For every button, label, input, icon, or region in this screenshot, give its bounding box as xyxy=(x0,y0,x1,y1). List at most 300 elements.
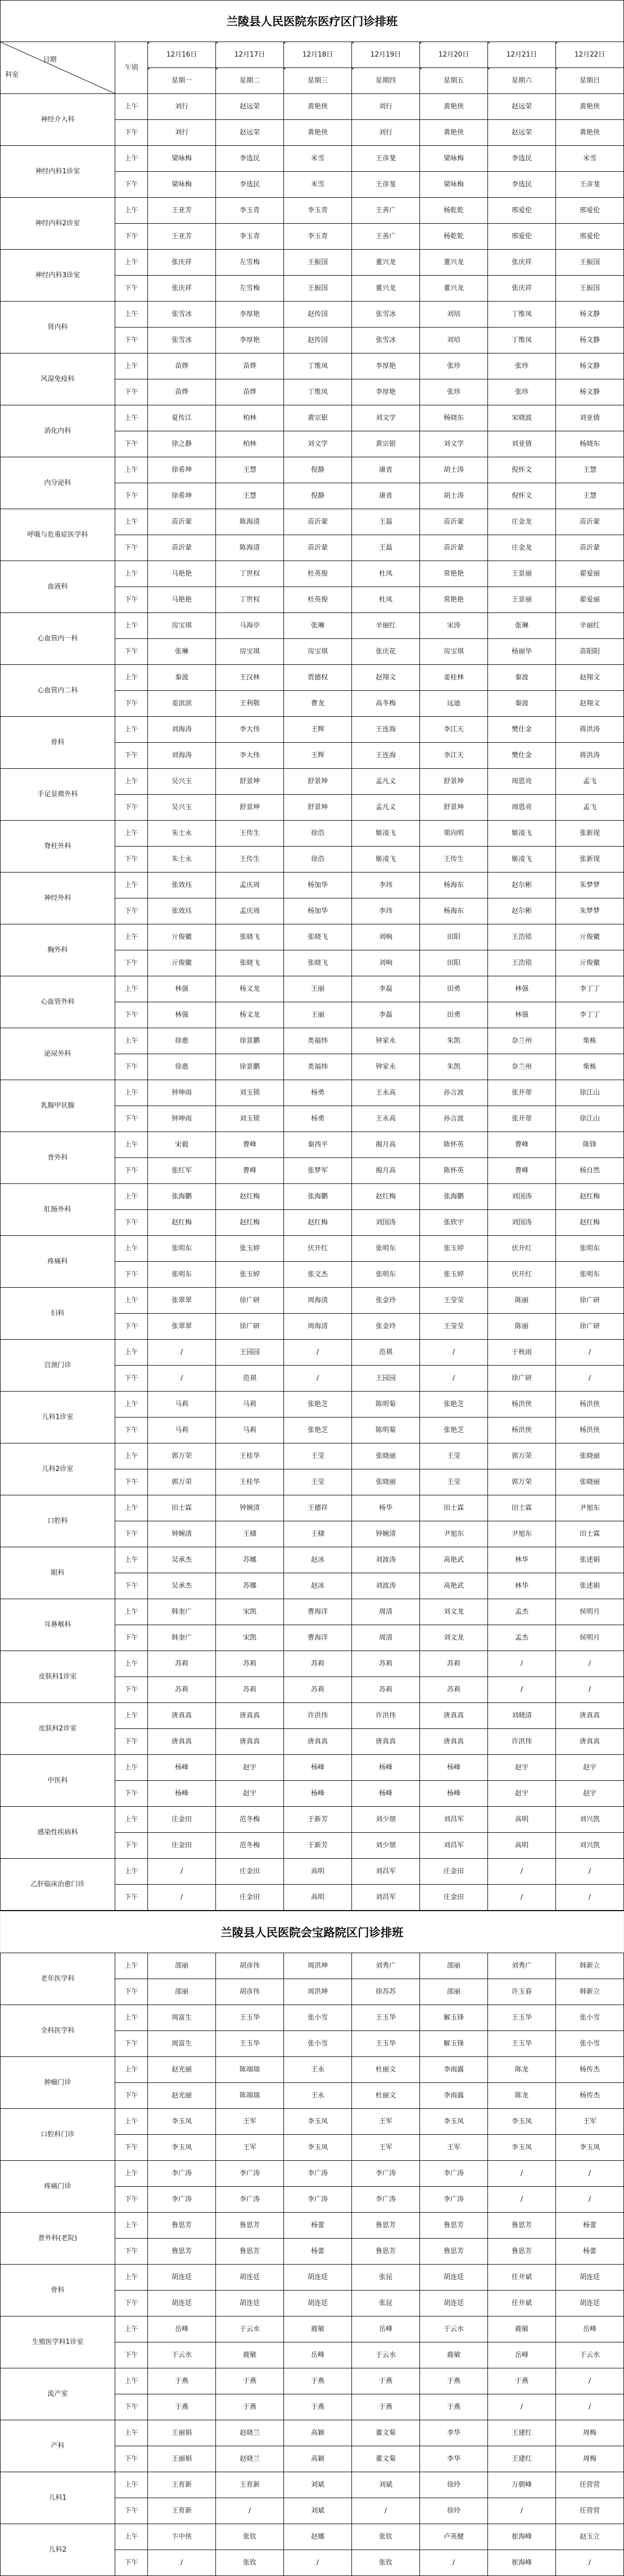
doctor-cell: 秦波 xyxy=(488,691,556,717)
doctor-cell: 张小雪 xyxy=(284,2005,352,2031)
doctor-cell: 李丁丁 xyxy=(556,1002,624,1028)
doctor-cell: 杨晓东 xyxy=(420,405,488,431)
half-day-pm: 下午 xyxy=(115,2187,148,2213)
doctor-cell: 苏莉 xyxy=(284,1677,352,1703)
doctor-cell: 房宝琪 xyxy=(284,639,352,665)
doctor-cell: 揭月高 xyxy=(352,1132,420,1158)
half-day-pm: 下午 xyxy=(115,1418,148,1443)
doctor-cell: 王德祥 xyxy=(284,1495,352,1521)
doctor-cell: 张雪冰 xyxy=(352,302,420,328)
doctor-cell: 杨峰 xyxy=(148,1781,216,1807)
doctor-cell: 刘昌军 xyxy=(420,1833,488,1859)
error-indicator-icon xyxy=(556,42,558,44)
doctor-cell: 伏开红 xyxy=(284,1236,352,1262)
doctor-cell: 苗沂蒙 xyxy=(556,535,624,561)
doctor-cell: 王景丽 xyxy=(488,561,556,587)
doctor-cell: 王彦斐 xyxy=(352,172,420,198)
doctor-cell: 苏莉 xyxy=(284,1651,352,1677)
half-day-pm: 下午 xyxy=(115,120,148,146)
department-name: 神经内科3诊室 xyxy=(1,250,115,302)
doctor-cell: 赵光丽 xyxy=(148,2057,216,2083)
doctor-cell: 徐景鹏 xyxy=(216,1028,284,1054)
doctor-cell: 王棣 xyxy=(216,1521,284,1547)
department-name: 儿科2诊室 xyxy=(1,1443,115,1495)
doctor-cell: 杨华 xyxy=(352,1495,420,1521)
doctor-cell: 张庆祥 xyxy=(148,276,216,302)
doctor-cell: 徐广研 xyxy=(556,1314,624,1340)
doctor-cell: 丁维凤 xyxy=(488,328,556,353)
doctor-cell: / xyxy=(556,1885,624,1911)
department-name: 心血管内一科 xyxy=(1,613,115,665)
doctor-cell: 黄艳侠 xyxy=(556,94,624,120)
header-date-cell xyxy=(556,42,624,68)
department-name: 流产室 xyxy=(1,2368,115,2420)
doctor-cell: 田士霖 xyxy=(488,1495,556,1521)
doctor-cell: 周海清 xyxy=(284,1288,352,1314)
table-row xyxy=(1,509,624,535)
department-name: 乳腺甲状腺 xyxy=(1,1080,115,1132)
doctor-cell: 黄艳侠 xyxy=(420,94,488,120)
doctor-cell: 鲁思芳 xyxy=(488,2213,556,2239)
doctor-cell: 李大伟 xyxy=(216,717,284,743)
doctor-cell: 张明东 xyxy=(148,1262,216,1288)
doctor-cell: 张小雪 xyxy=(556,2031,624,2057)
doctor-cell: 许洪伟 xyxy=(284,1703,352,1729)
doctor-cell: 唐真真 xyxy=(148,1729,216,1755)
doctor-cell: 常艳艳 xyxy=(420,561,488,587)
doctor-cell: 王莹 xyxy=(420,1443,488,1469)
doctor-cell: 张钦 xyxy=(216,2524,284,2550)
doctor-cell: 赵红梅 xyxy=(216,1210,284,1236)
doctor-cell: 曹龙 xyxy=(284,691,352,717)
table-row xyxy=(1,94,624,120)
doctor-cell: 李玮 xyxy=(352,873,420,898)
doctor-cell: / xyxy=(148,2550,216,2576)
doctor-cell: 杨文龙 xyxy=(216,1002,284,1028)
doctor-cell: 刘文学 xyxy=(284,431,352,457)
doctor-cell: 胡士涛 xyxy=(420,483,488,509)
doctor-cell: 赵玉立 xyxy=(556,2524,624,2550)
half-day-pm: 下午 xyxy=(115,276,148,302)
half-day-am: 上午 xyxy=(115,2213,148,2239)
doctor-cell: 任营营 xyxy=(556,2472,624,2498)
doctor-cell: 左雪梅 xyxy=(216,276,284,302)
half-day-pm: 下午 xyxy=(115,1054,148,1080)
department-name: 骨科 xyxy=(1,2265,115,2316)
table-row xyxy=(1,2316,624,2342)
weekday-text: 星期四 xyxy=(375,77,396,85)
doctor-cell: 于燕 xyxy=(216,2368,284,2394)
doctor-cell: 李玉青 xyxy=(284,198,352,224)
doctor-cell: 苏娜 xyxy=(216,1573,284,1599)
half-day-pm: 下午 xyxy=(115,379,148,405)
half-day-pm: 下午 xyxy=(115,1677,148,1703)
doctor-cell: 张晓飞 xyxy=(284,950,352,976)
doctor-cell: 于云水 xyxy=(216,2316,284,2342)
doctor-cell: 于燕 xyxy=(420,2394,488,2420)
table-row xyxy=(1,2109,624,2135)
department-name: 神经内科1诊室 xyxy=(1,146,115,198)
doctor-cell: 伏开红 xyxy=(488,1236,556,1262)
doctor-cell: 陈端瑞 xyxy=(216,2057,284,2083)
half-day-pm: 下午 xyxy=(115,2446,148,2472)
doctor-cell: 周梅 xyxy=(556,2420,624,2446)
doctor-cell: 孟飞 xyxy=(556,795,624,821)
half-day-am: 上午 xyxy=(115,1651,148,1677)
doctor-cell: 苏娜 xyxy=(216,1547,284,1573)
doctor-cell: 朱梦梦 xyxy=(556,873,624,898)
doctor-cell: 徐广研 xyxy=(216,1314,284,1340)
doctor-cell: 苏莉 xyxy=(216,1677,284,1703)
table-row xyxy=(1,1599,624,1625)
doctor-cell: 张庆祥 xyxy=(488,276,556,302)
doctor-cell: 高明 xyxy=(284,1885,352,1911)
doctor-cell: 范冬梅 xyxy=(216,1833,284,1859)
error-indicator-icon xyxy=(216,68,218,70)
doctor-cell: 李玉青 xyxy=(216,224,284,250)
doctor-cell: 伏开红 xyxy=(488,1262,556,1288)
doctor-cell: 马艳艳 xyxy=(148,587,216,613)
half-day-am: 上午 xyxy=(115,873,148,898)
doctor-cell: 刘昌军 xyxy=(352,1885,420,1911)
doctor-cell: 陈怀英 xyxy=(420,1158,488,1184)
half-day-pm: 下午 xyxy=(115,2291,148,2316)
doctor-cell: 李玉凤 xyxy=(284,2109,352,2135)
doctor-cell: / xyxy=(488,1885,556,1911)
doctor-cell: 林华 xyxy=(488,1573,556,1599)
department-name: 心血管内二科 xyxy=(1,665,115,717)
half-day-am: 上午 xyxy=(115,2161,148,2187)
doctor-cell: 李丁丁 xyxy=(556,976,624,1002)
doctor-cell: 张昆 xyxy=(352,2265,420,2291)
doctor-cell: 曹峰 xyxy=(216,1158,284,1184)
doctor-cell: 梁咏梅 xyxy=(148,172,216,198)
doctor-cell: 刘晓清 xyxy=(488,1703,556,1729)
doctor-cell: 郭万荣 xyxy=(488,1443,556,1469)
doctor-cell: 苗沂蒙 xyxy=(420,535,488,561)
doctor-cell: 张晓飞 xyxy=(216,950,284,976)
half-day-am: 上午 xyxy=(115,2316,148,2342)
table-row xyxy=(1,1953,624,1979)
table-row xyxy=(1,146,624,172)
doctor-cell: 郭万荣 xyxy=(488,1469,556,1495)
doctor-cell: 苏莉 xyxy=(148,1677,216,1703)
doctor-cell: 舒景坤 xyxy=(420,795,488,821)
doctor-cell: 卢英健 xyxy=(420,2524,488,2550)
doctor-cell: 周洪坤 xyxy=(284,1979,352,2005)
doctor-cell: 黄艳侠 xyxy=(284,120,352,146)
schedule-table-east xyxy=(0,42,624,1911)
doctor-cell: 范冬梅 xyxy=(216,1807,284,1833)
table-row xyxy=(1,1859,624,1885)
half-day-am: 上午 xyxy=(115,302,148,328)
doctor-cell: 王彦斐 xyxy=(352,146,420,172)
doctor-cell: 刘海涛 xyxy=(148,717,216,743)
department-name: 呼吸与危重症医学科 xyxy=(1,509,115,561)
doctor-cell: 杨蕾 xyxy=(556,2213,624,2239)
doctor-cell: 张翠翠 xyxy=(148,1314,216,1340)
doctor-cell: 杨文静 xyxy=(556,353,624,379)
doctor-cell: 类福炜 xyxy=(284,1054,352,1080)
department-name: 产科 xyxy=(1,2420,115,2472)
doctor-cell: 张庆祥 xyxy=(148,250,216,276)
department-name: 耳鼻喉科 xyxy=(1,1599,115,1651)
doctor-cell: 杨乾乾 xyxy=(420,198,488,224)
doctor-cell: 林华 xyxy=(488,1547,556,1573)
doctor-cell: 黄宗银 xyxy=(352,431,420,457)
doctor-cell: 胡连廷 xyxy=(556,2265,624,2291)
doctor-cell: 赵远荣 xyxy=(488,94,556,120)
table-row xyxy=(1,1340,624,1366)
doctor-cell: 杨文静 xyxy=(556,302,624,328)
doctor-cell: 张海鹏 xyxy=(148,1184,216,1210)
doctor-cell: 周富生 xyxy=(148,2031,216,2057)
doctor-cell: 于燕 xyxy=(284,2368,352,2394)
doctor-cell: 李玉凤 xyxy=(488,2135,556,2161)
half-day-pm: 下午 xyxy=(115,691,148,717)
doctor-cell: 王浩铭 xyxy=(488,950,556,976)
doctor-cell: 丁维凤 xyxy=(284,379,352,405)
doctor-cell: / xyxy=(556,2394,624,2420)
half-day-pm: 下午 xyxy=(115,847,148,873)
doctor-cell: 张新现 xyxy=(556,821,624,847)
doctor-cell: 孟杰 xyxy=(488,1625,556,1651)
doctor-cell: 于燕 xyxy=(148,2368,216,2394)
doctor-cell: 赵宇 xyxy=(488,1755,556,1781)
doctor-cell: 徐广研 xyxy=(556,1288,624,1314)
department-name: 神经内科2诊室 xyxy=(1,198,115,250)
doctor-cell: 张艳芝 xyxy=(420,1392,488,1418)
doctor-cell: 杨洪侠 xyxy=(556,1392,624,1418)
doctor-cell: 周洪坤 xyxy=(284,1953,352,1979)
doctor-cell: 宋晓波 xyxy=(488,405,556,431)
doctor-cell: 杨峰 xyxy=(420,1781,488,1807)
doctor-cell: 张钦 xyxy=(352,2550,420,2576)
half-day-pm: 下午 xyxy=(115,1521,148,1547)
doctor-cell: 任井斌 xyxy=(488,2291,556,2316)
doctor-cell: 刘兴凯 xyxy=(556,1807,624,1833)
doctor-cell: 岳峰 xyxy=(284,2342,352,2368)
doctor-cell: 朱士永 xyxy=(148,821,216,847)
doctor-cell: 赵传国 xyxy=(284,302,352,328)
doctor-cell: 于云水 xyxy=(556,2342,624,2368)
doctor-cell: 唐真真 xyxy=(352,1729,420,1755)
doctor-cell: 徐广研 xyxy=(216,1288,284,1314)
doctor-cell: 陈丽 xyxy=(488,1314,556,1340)
doctor-cell: 万朝峰 xyxy=(488,2472,556,2498)
doctor-cell: 李广涛 xyxy=(216,2187,284,2213)
half-day-am: 上午 xyxy=(115,1028,148,1054)
half-day-am: 上午 xyxy=(115,769,148,795)
doctor-cell: 马艳艳 xyxy=(148,561,216,587)
doctor-cell: 马莉 xyxy=(216,1418,284,1443)
doctor-cell: 舒景坤 xyxy=(420,769,488,795)
doctor-cell: 王桂华 xyxy=(216,1469,284,1495)
doctor-cell: 岳峰 xyxy=(556,2316,624,2342)
half-day-am: 上午 xyxy=(115,1392,148,1418)
doctor-cell: 吴兴玉 xyxy=(148,795,216,821)
doctor-cell: 姬凌飞 xyxy=(488,847,556,873)
doctor-cell: / xyxy=(488,2161,556,2187)
doctor-cell: 鲁思芳 xyxy=(216,2213,284,2239)
department-name: 疼痛门诊 xyxy=(1,2161,115,2213)
half-day-pm: 下午 xyxy=(115,1885,148,1911)
table-row xyxy=(1,405,624,431)
doctor-cell: 张明东 xyxy=(148,1236,216,1262)
table-row xyxy=(1,198,624,224)
doctor-cell: 刘行 xyxy=(352,120,420,146)
doctor-cell: 王辉 xyxy=(284,717,352,743)
doctor-cell: 蒋洪涛 xyxy=(556,717,624,743)
half-day-pm: 下午 xyxy=(115,2031,148,2057)
doctor-cell: 宋涛 xyxy=(420,613,488,639)
doctor-cell: 杜凤 xyxy=(352,561,420,587)
department-name: 普外科(老院) xyxy=(1,2213,115,2265)
doctor-cell: 郭万荣 xyxy=(148,1443,216,1469)
half-day-am: 上午 xyxy=(115,1443,148,1469)
doctor-cell: 揭月高 xyxy=(352,1158,420,1184)
doctor-cell: 杨蕾 xyxy=(556,2239,624,2265)
half-day-pm: 下午 xyxy=(115,1833,148,1859)
error-indicator-icon xyxy=(216,42,218,44)
doctor-cell: 董兴龙 xyxy=(420,250,488,276)
doctor-cell: 宋凯 xyxy=(216,1625,284,1651)
half-day-am: 上午 xyxy=(115,146,148,172)
doctor-cell: 于燕 xyxy=(488,2368,556,2394)
department-name: 儿科1诊室 xyxy=(1,1392,115,1443)
department-name: 感染性疾病科 xyxy=(1,1807,115,1859)
doctor-cell: 宋毅 xyxy=(148,1132,216,1158)
doctor-cell: 尹旭东 xyxy=(420,1521,488,1547)
header-date-cell xyxy=(148,42,216,68)
half-day-pm: 下午 xyxy=(115,1314,148,1340)
half-day-pm: 下午 xyxy=(115,2394,148,2420)
doctor-cell: 马莉 xyxy=(148,1392,216,1418)
doctor-cell: 刘昌军 xyxy=(420,1807,488,1833)
half-day-pm: 下午 xyxy=(115,2239,148,2265)
doctor-cell: 鹿敏 xyxy=(420,2342,488,2368)
doctor-cell: 高明 xyxy=(488,1807,556,1833)
doctor-cell: 孙言波 xyxy=(420,1080,488,1106)
doctor-cell: 杨峰 xyxy=(420,1755,488,1781)
doctor-cell: 庄金龙 xyxy=(488,509,556,535)
doctor-cell: 曹峰 xyxy=(488,1158,556,1184)
doctor-cell: 王振国 xyxy=(556,250,624,276)
doctor-cell: 胡彦伟 xyxy=(216,1953,284,1979)
doctor-cell: 刘培 xyxy=(420,328,488,353)
doctor-cell: 刘国涛 xyxy=(352,1210,420,1236)
department-name: 泌尿外科 xyxy=(1,1028,115,1080)
half-day-pm: 下午 xyxy=(115,1002,148,1028)
doctor-cell: 范祺 xyxy=(352,1340,420,1366)
doctor-cell: / xyxy=(556,1859,624,1885)
doctor-cell: 吴兴玉 xyxy=(148,769,216,795)
doctor-cell: 刘亚倩 xyxy=(488,431,556,457)
doctor-cell: 张玉婷 xyxy=(216,1236,284,1262)
half-day-am: 上午 xyxy=(115,509,148,535)
doctor-cell: 李广涛 xyxy=(420,2187,488,2213)
doctor-cell: 李磊 xyxy=(352,1002,420,1028)
doctor-cell: 唐真真 xyxy=(216,1703,284,1729)
doctor-cell: / xyxy=(488,1677,556,1703)
doctor-cell: 赵传国 xyxy=(284,328,352,353)
doctor-cell: 张晓丽 xyxy=(556,1443,624,1469)
doctor-cell: 张海鹏 xyxy=(420,1184,488,1210)
doctor-cell: 范祺 xyxy=(216,1366,284,1392)
half-day-am: 上午 xyxy=(115,1495,148,1521)
doctor-cell: 曹峰 xyxy=(488,1132,556,1158)
doctor-cell: 钟家永 xyxy=(352,1054,420,1080)
doctor-cell: 王莹 xyxy=(420,1469,488,1495)
doctor-cell: 赵晓兰 xyxy=(216,2420,284,2446)
doctor-cell: 王利敬 xyxy=(216,691,284,717)
doctor-cell: 张玉婷 xyxy=(216,1262,284,1288)
doctor-cell: 邢爱伦 xyxy=(488,224,556,250)
doctor-cell: 张雪冰 xyxy=(352,328,420,353)
header-date-cell xyxy=(420,42,488,68)
doctor-cell: 胡连廷 xyxy=(420,2291,488,2316)
doctor-cell: 刘文龙 xyxy=(420,1625,488,1651)
half-day-pm: 下午 xyxy=(115,1366,148,1392)
doctor-cell: 李华 xyxy=(420,2420,488,2446)
table-row xyxy=(1,1080,624,1106)
doctor-cell: 王桂华 xyxy=(216,1443,284,1469)
doctor-cell: 赵红梅 xyxy=(284,1210,352,1236)
doctor-cell: 刘秀广 xyxy=(488,1953,556,1979)
doctor-cell: 李厚艳 xyxy=(352,379,420,405)
doctor-cell: 鲁思芳 xyxy=(420,2213,488,2239)
date-text: 12月18日 xyxy=(302,51,333,59)
doctor-cell: 杨晓东 xyxy=(556,431,624,457)
doctor-cell: 刘国涛 xyxy=(488,1184,556,1210)
doctor-cell: 姬凌飞 xyxy=(352,821,420,847)
doctor-cell: 王永高 xyxy=(352,1080,420,1106)
doctor-cell: 周海清 xyxy=(284,1314,352,1340)
diagonal-line-icon xyxy=(1,42,115,93)
doctor-cell: 于燕 xyxy=(148,2394,216,2420)
doctor-cell: 陈怀英 xyxy=(420,1132,488,1158)
doctor-cell: 刘响 xyxy=(352,950,420,976)
department-name: 普外科 xyxy=(1,1132,115,1184)
half-day-am: 上午 xyxy=(115,2368,148,2394)
table-row xyxy=(1,976,624,1002)
half-day-am: 上午 xyxy=(115,613,148,639)
doctor-cell: 舒景坤 xyxy=(284,795,352,821)
doctor-cell: 张玉婷 xyxy=(420,1262,488,1288)
half-day-pm: 下午 xyxy=(115,1469,148,1495)
doctor-cell: 唐真真 xyxy=(420,1703,488,1729)
doctor-cell: 韩新立 xyxy=(556,1979,624,2005)
half-day-am: 上午 xyxy=(115,2265,148,2291)
doctor-cell: 王慧 xyxy=(216,457,284,483)
doctor-cell: 王振国 xyxy=(556,276,624,302)
doctor-cell: 苏莉 xyxy=(420,1651,488,1677)
doctor-cell: 任井斌 xyxy=(488,2265,556,2291)
table-row xyxy=(1,2057,624,2083)
doctor-cell: 李雨露 xyxy=(420,2057,488,2083)
doctor-cell: 苗沂蒙 xyxy=(284,535,352,561)
table-row xyxy=(1,1288,624,1314)
doctor-cell: 刘波涛 xyxy=(352,1573,420,1599)
doctor-cell: 胡连廷 xyxy=(556,2291,624,2316)
date-text: 12月19日 xyxy=(370,51,401,59)
doctor-cell: 张明东 xyxy=(556,1236,624,1262)
doctor-cell: 杨文静 xyxy=(556,379,624,405)
doctor-cell: 李厚艳 xyxy=(352,353,420,379)
doctor-cell: 李选民 xyxy=(216,172,284,198)
table-row xyxy=(1,2368,624,2394)
doctor-cell: 董文菊 xyxy=(352,2420,420,2446)
